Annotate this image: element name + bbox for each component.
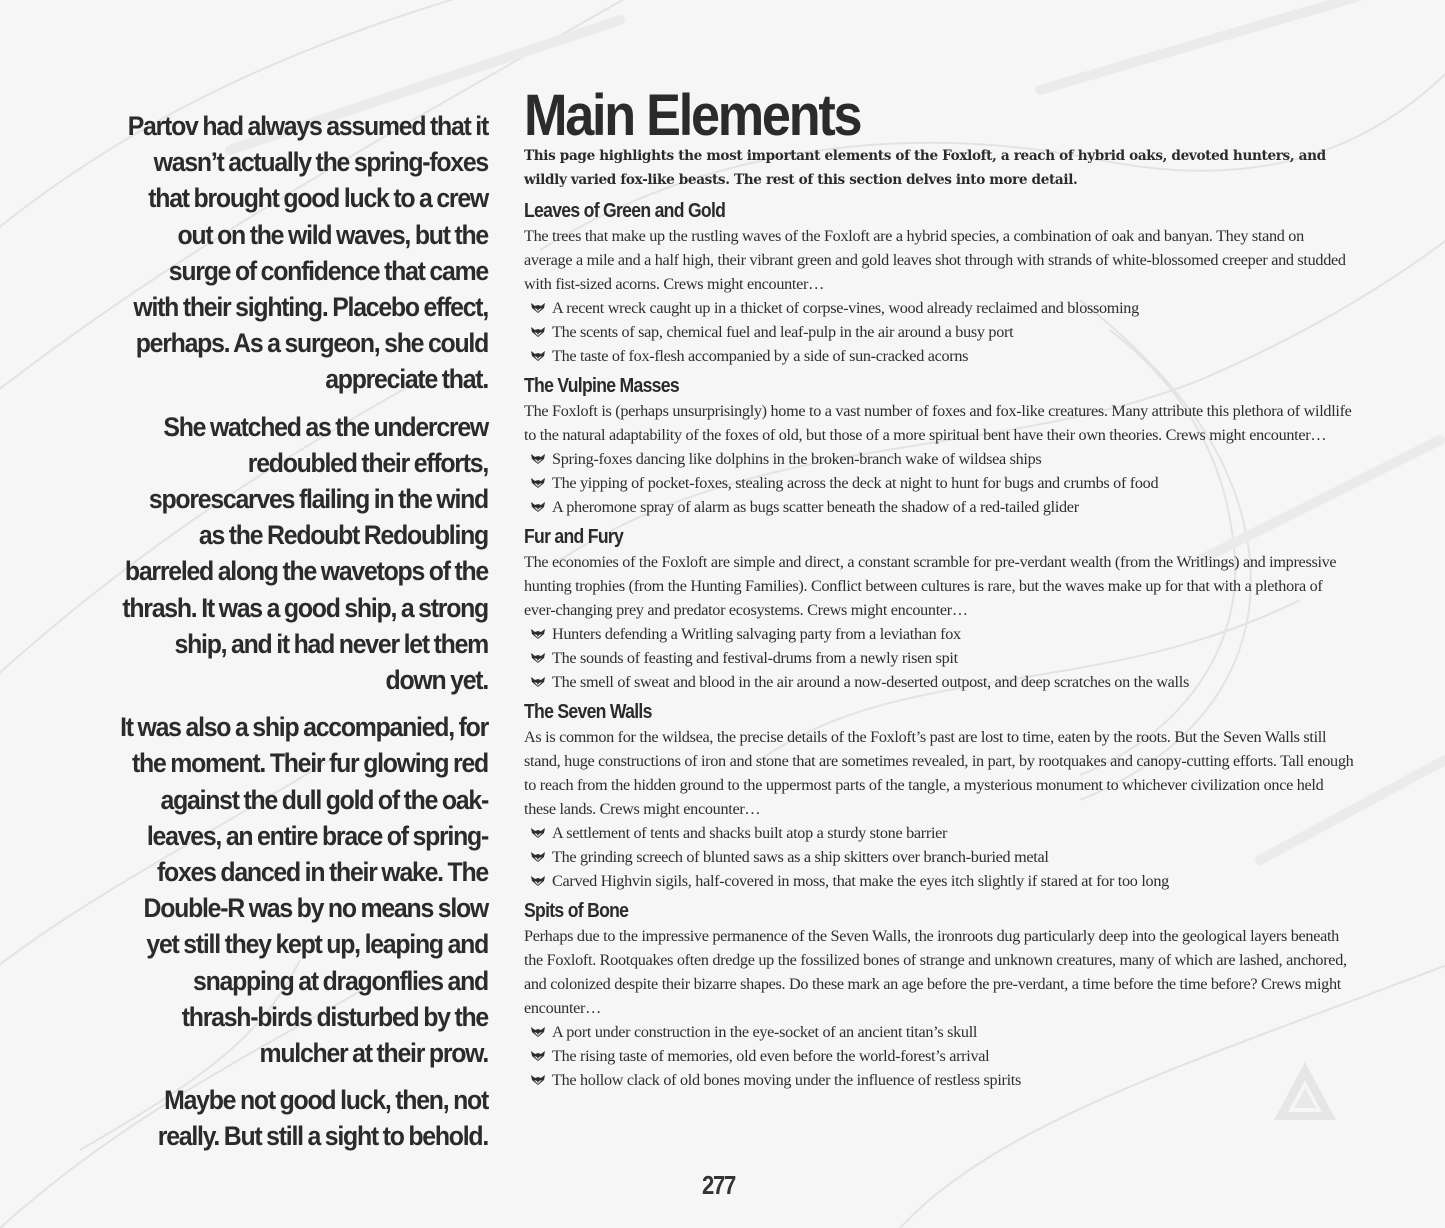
encounter-list	[524, 447, 1354, 519]
list-item	[524, 296, 1354, 320]
section	[524, 524, 1354, 694]
section-body: The trees that make up the rustling waves of the Foxloft are a hybrid species, a combination of oak and banyan. They stand on average a mile and a half high, their vibrant green and gold leaves shot through with strands of white-blossomed creeper and studded with fist-sized acorns. Crews might encounter…	[524, 227, 1346, 293]
encounter-list	[524, 296, 1354, 368]
section-body: Perhaps due to the impressive permanence of the Seven Walls, the ironroots dug particularly deep into the geological layers beneath the Foxloft. Rootquakes often dredge up the fossilized bones of strange and unknown creatures, many of which are lashed, anchored, and colonized despite their bizarre shapes. Do these mark an age before the pre-verdant, a time before the time before? Crews might encounter…	[524, 927, 1347, 1017]
fox-head-icon	[530, 350, 546, 362]
section-heading: Spits of Bone	[524, 900, 629, 922]
list-item	[524, 1044, 1354, 1068]
section	[524, 373, 1354, 519]
section	[524, 898, 1354, 1092]
list-item	[524, 320, 1354, 344]
encounter-list	[524, 622, 1354, 694]
list-item-text: The taste of fox-flesh accompanied by a side of sun-cracked acorns	[552, 347, 969, 365]
page-title: Main Elements	[524, 83, 861, 148]
list-item-text: A pheromone spray of alarm as bugs scatter beneath the shadow of a red-tailed glider	[552, 498, 1079, 516]
fox-head-icon	[530, 1050, 546, 1062]
list-item-text: Carved Highvin sigils, half-covered in moss, that make the eyes itch slightly if stared at for too long	[552, 872, 1169, 890]
section-body: The economies of the Foxloft are simple and direct, a constant scramble for pre-verdant wealth (from the Writlings) and impressive hunting trophies (from the Hunting Families). Conflict between cultures is rare, but the waves make up for that with a plethora of ever-changing prey and predator ecosystems. Crews might encounter…	[524, 553, 1337, 619]
list-item	[524, 821, 1354, 845]
list-item	[524, 1020, 1354, 1044]
fox-head-icon	[530, 875, 546, 887]
story-paragraph: Partov had always assumed that it wasn’t actually the spring-foxes that brought good luck to a crew out on the wild waves, but the surge of confidence that came with their sighting. Placebo effect, perhaps. As a surgeon, she could appreciate that.	[127, 111, 489, 395]
list-item	[524, 447, 1354, 471]
fox-head-icon	[530, 827, 546, 839]
encounter-list	[524, 1020, 1354, 1092]
list-item-text: The yipping of pocket-foxes, stealing across the deck at night to hunt for bugs and crumbs of food	[552, 474, 1159, 492]
section-heading: The Seven Walls	[524, 701, 652, 723]
fox-head-icon	[530, 676, 546, 688]
list-item-text: The scents of sap, chemical fuel and leaf-pulp in the air around a busy port	[552, 323, 1014, 341]
section	[524, 198, 1354, 368]
list-item-text: The smell of sweat and blood in the air around a now-deserted outpost, and deep scratches on the walls	[552, 673, 1189, 691]
fox-head-icon	[530, 1074, 546, 1086]
list-item	[524, 869, 1354, 893]
story-paragraph: Maybe not good luck, then, not really. But still a sight to behold.	[157, 1085, 488, 1152]
fox-head-icon	[530, 326, 546, 338]
list-item	[524, 495, 1354, 519]
list-item-text: The rising taste of memories, old even before the world-forest’s arrival	[552, 1047, 990, 1065]
list-item-text: The grinding screech of blunted saws as a ship skitters over branch-buried metal	[552, 848, 1049, 866]
list-item-text: Hunters defending a Writling salvaging party from a leviathan fox	[552, 625, 961, 643]
page-number: 277	[702, 1170, 736, 1200]
list-item	[524, 1068, 1354, 1092]
fox-head-icon	[530, 501, 546, 513]
fox-head-icon	[530, 302, 546, 314]
list-item-text: The hollow clack of old bones moving under the influence of restless spirits	[552, 1071, 1022, 1089]
list-item	[524, 845, 1354, 869]
list-item	[524, 670, 1354, 694]
list-item	[524, 646, 1354, 670]
story-paragraph: She watched as the undercrew redoubled their efforts, sporescarves flailing in the wind as the Redoubt Redoubling barreled along the wavetops of the thrash. It was a good ship, a strong ship, and it had never let them down yet.	[122, 411, 489, 696]
section-body: As is common for the wildsea, the precise details of the Foxloft’s past are lost to time, eaten by the roots. But the Seven Walls still stand, huge constructions of iron and stone that are sometimes revealed, in part, by rootquakes and canopy-cutting efforts. Tall enough to reach from the hidden ground to the uppermost parts of the tangle, a mysterious monument to whichever civilization once held these lands. Crews might encounter…	[524, 728, 1354, 818]
section	[524, 699, 1354, 893]
list-item-text: A recent wreck caught up in a thicket of corpse-vines, wood already reclaimed and blossoming	[552, 299, 1139, 317]
fox-head-icon	[530, 628, 546, 640]
main-content	[524, 83, 1354, 1097]
list-item-text: Spring-foxes dancing like dolphins in the broken-branch wake of wildsea ships	[552, 450, 1042, 468]
list-item-text: A port under construction in the eye-socket of an ancient titan’s skull	[552, 1023, 978, 1041]
intro-text: This page highlights the most important elements of the Foxloft, a reach of hybrid oaks, devoted hunters, and wildly varied fox-like beasts. The rest of this section delves into more detail.	[524, 148, 1326, 188]
fox-head-icon	[530, 652, 546, 664]
fox-head-icon	[530, 1026, 546, 1038]
encounter-list	[524, 821, 1354, 893]
section-heading: The Vulpine Masses	[524, 375, 679, 397]
section-heading: Fur and Fury	[524, 526, 624, 548]
fox-head-icon	[530, 851, 546, 863]
list-item-text: A settlement of tents and shacks built atop a sturdy stone barrier	[552, 824, 948, 842]
section-body: The Foxloft is (perhaps unsurprisingly) home to a vast number of foxes and fox-like creatures. Many attribute this plethora of wildlife to the natural adaptability of the foxes of old, but those of a more spiritual bent have their own theories. Crews might encounter…	[524, 402, 1352, 444]
section-heading: Leaves of Green and Gold	[524, 200, 726, 222]
fox-head-icon	[530, 477, 546, 489]
story-paragraph: It was also a ship accompanied, for the moment. Their fur glowing red against the dull gold of the oak-leaves, an entire brace of spring-foxes danced in their wake. The Double-R was by no means slow yet still they kept up, leaping and snapping at dragonflies and thrash-birds disturbed by the mulcher at their prow.	[120, 712, 489, 1069]
list-item	[524, 471, 1354, 495]
fox-head-icon	[530, 453, 546, 465]
narrative-sidebar	[120, 108, 488, 1166]
list-item	[524, 622, 1354, 646]
list-item-text: The sounds of feasting and festival-drums from a newly risen spit	[552, 649, 958, 667]
list-item	[524, 344, 1354, 368]
sections-container	[524, 198, 1354, 1092]
